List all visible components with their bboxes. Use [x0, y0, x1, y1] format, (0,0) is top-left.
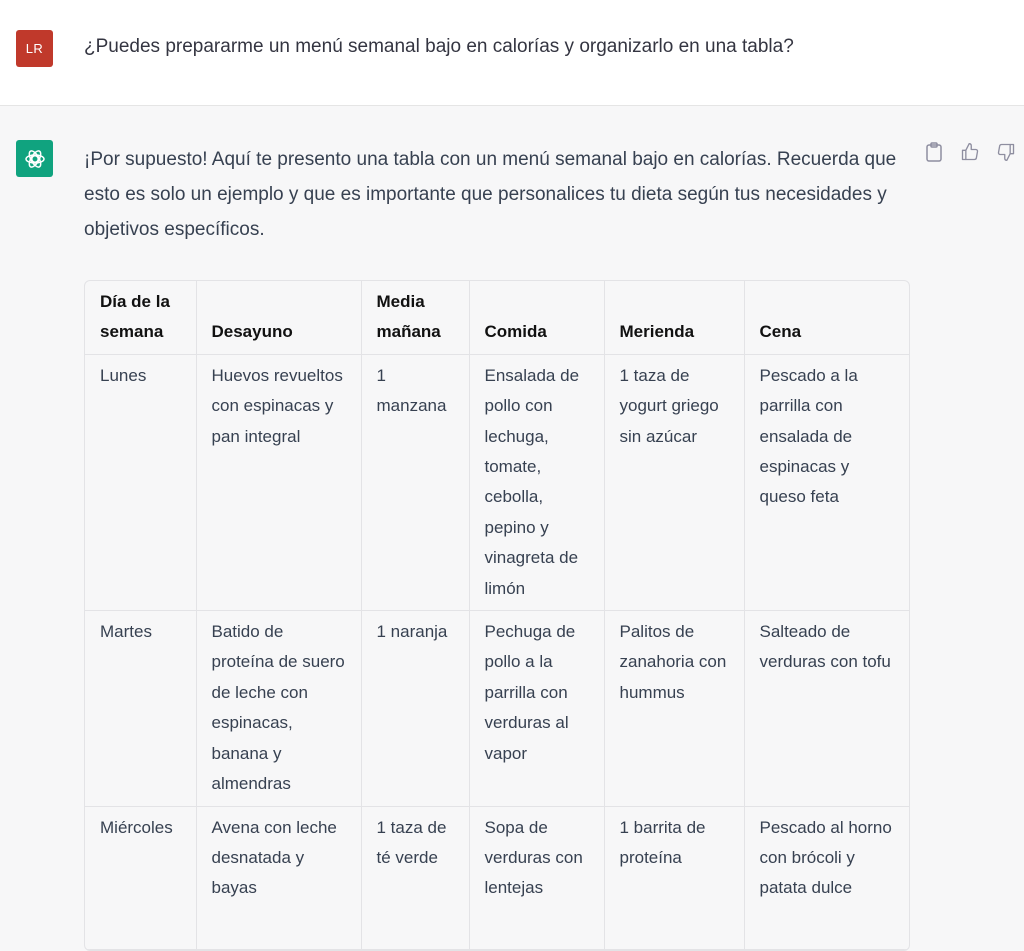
header-merienda: Merienda	[604, 281, 744, 354]
table-header-row	[85, 281, 909, 354]
table-cell: Salteado de verduras con tofu	[744, 611, 909, 806]
table-cell: Huevos revueltos con espinacas y pan integral	[196, 354, 361, 610]
table-cell: Ensalada de pollo con lechuga, tomate, cebolla, pepino y vinagreta de limón	[469, 354, 604, 610]
table-row	[85, 806, 909, 949]
table-cell: Batido de proteína de suero de leche con espinacas, banana y almendras	[196, 611, 361, 806]
table-cell: Avena con leche desnatada y bayas	[196, 806, 361, 949]
table-row	[85, 354, 909, 610]
header-desayuno: Desayuno	[196, 281, 361, 354]
table-cell: Pechuga de pollo a la parrilla con verduras al vapor	[469, 611, 604, 806]
assistant-message-row	[0, 106, 1024, 936]
table-cell: Martes	[85, 611, 196, 806]
table-cell: 1 naranja	[361, 611, 469, 806]
user-message-text: ¿Puedes prepararme un menú semanal bajo en calorías y organizarlo en una tabla?	[84, 36, 794, 57]
table-cell: Miércoles	[85, 806, 196, 949]
thumbs-down-icon[interactable]	[994, 140, 1018, 164]
user-avatar: LR	[16, 30, 53, 67]
clipboard-icon[interactable]	[922, 140, 946, 164]
table-cell: Palitos de zanahoria con hummus	[604, 611, 744, 806]
assistant-intro-text: ¡Por supuesto! Aquí te presento una tabla con un menú semanal bajo en calorías. Recuerda que esto es solo un ejemplo y que es importante que personalices tu dieta según tus necesidades y objetivos específicos.	[84, 149, 897, 240]
table-cell: 1 manzana	[361, 354, 469, 610]
table-cell: Pescado a la parrilla con ensalada de espinacas y queso feta	[744, 354, 909, 610]
table-row	[85, 611, 909, 806]
user-message-row	[0, 0, 1024, 106]
table-cell: Sopa de verduras con lentejas	[469, 806, 604, 949]
table-cell: 1 taza de yogurt griego sin azúcar	[604, 354, 744, 610]
header-dia: Día de la semana	[85, 281, 196, 354]
header-media-manana: Media mañana	[361, 281, 469, 354]
table-cell: Pescado al horno con brócoli y patata dulce	[744, 806, 909, 949]
header-comida: Comida	[469, 281, 604, 354]
thumbs-up-icon[interactable]	[958, 140, 982, 164]
table-cell: Lunes	[85, 354, 196, 610]
openai-logo-icon	[16, 140, 53, 177]
message-actions	[922, 140, 1018, 164]
menu-table	[84, 280, 910, 951]
table-cell: 1 taza de té verde	[361, 806, 469, 949]
header-cena: Cena	[744, 281, 909, 354]
table-cell: 1 barrita de proteína	[604, 806, 744, 949]
